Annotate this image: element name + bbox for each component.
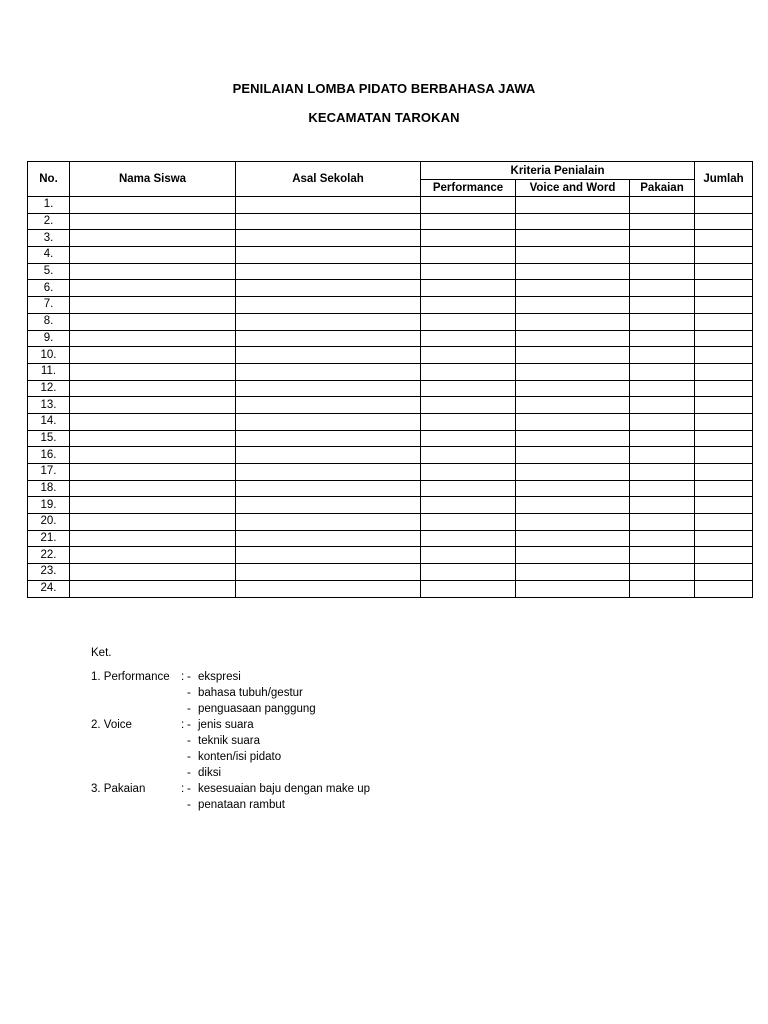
cell-performance[interactable]: [421, 363, 516, 380]
cell-asal-sekolah[interactable]: [236, 547, 421, 564]
cell-no: 22.: [28, 547, 70, 564]
cell-jumlah[interactable]: [695, 530, 753, 547]
cell-asal-sekolah[interactable]: [236, 464, 421, 481]
cell-nama-siswa[interactable]: [70, 497, 236, 514]
cell-jumlah[interactable]: [695, 380, 753, 397]
cell-pakaian[interactable]: [630, 464, 695, 481]
cell-jumlah[interactable]: [695, 430, 753, 447]
cell-voice-and-word[interactable]: [516, 263, 630, 280]
cell-nama-siswa[interactable]: [70, 580, 236, 597]
cell-pakaian[interactable]: [630, 397, 695, 414]
cell-asal-sekolah[interactable]: [236, 363, 421, 380]
legend-dash: -: [187, 687, 191, 699]
cell-jumlah[interactable]: [695, 197, 753, 214]
table-row: [28, 213, 753, 230]
cell-jumlah[interactable]: [695, 514, 753, 531]
cell-performance[interactable]: [421, 280, 516, 297]
cell-asal-sekolah[interactable]: [236, 413, 421, 430]
cell-pakaian[interactable]: [630, 230, 695, 247]
cell-performance[interactable]: [421, 347, 516, 364]
cell-performance[interactable]: [421, 247, 516, 264]
table-row: [28, 480, 753, 497]
cell-voice-and-word[interactable]: [516, 363, 630, 380]
header-performance: Performance: [421, 180, 516, 197]
cell-no: 5.: [28, 263, 70, 280]
cell-pakaian[interactable]: [630, 330, 695, 347]
table-row: [28, 397, 753, 414]
cell-no: 18.: [28, 480, 70, 497]
cell-pakaian[interactable]: [630, 347, 695, 364]
cell-jumlah[interactable]: [695, 580, 753, 597]
cell-no: 23.: [28, 564, 70, 581]
cell-nama-siswa[interactable]: [70, 230, 236, 247]
cell-asal-sekolah[interactable]: [236, 447, 421, 464]
cell-performance[interactable]: [421, 547, 516, 564]
cell-no: 15.: [28, 430, 70, 447]
cell-asal-sekolah[interactable]: [236, 530, 421, 547]
legend-text: teknik suara: [198, 735, 261, 747]
legend-colon: :: [181, 719, 185, 731]
cell-performance[interactable]: [421, 197, 516, 214]
cell-asal-sekolah[interactable]: [236, 397, 421, 414]
legend-text: penataan rambut: [198, 799, 285, 811]
cell-performance[interactable]: [421, 497, 516, 514]
cell-voice-and-word[interactable]: [516, 497, 630, 514]
table-row: [28, 514, 753, 531]
cell-performance[interactable]: [421, 464, 516, 481]
legend-text: penguasaan panggung: [198, 703, 316, 715]
table-row: [28, 330, 753, 347]
cell-voice-and-word[interactable]: [516, 447, 630, 464]
cell-jumlah[interactable]: [695, 397, 753, 414]
cell-no: 16.: [28, 447, 70, 464]
table-row: [28, 464, 753, 481]
cell-jumlah[interactable]: [695, 464, 753, 481]
cell-pakaian[interactable]: [630, 297, 695, 314]
cell-pakaian[interactable]: [630, 514, 695, 531]
cell-no: 3.: [28, 230, 70, 247]
score-table: [27, 161, 753, 598]
cell-nama-siswa[interactable]: [70, 464, 236, 481]
cell-nama-siswa[interactable]: [70, 380, 236, 397]
legend-dash: -: [187, 751, 191, 763]
cell-pakaian[interactable]: [630, 530, 695, 547]
cell-nama-siswa[interactable]: [70, 564, 236, 581]
table-row: [28, 564, 753, 581]
cell-voice-and-word[interactable]: [516, 297, 630, 314]
cell-asal-sekolah[interactable]: [236, 313, 421, 330]
cell-no: 9.: [28, 330, 70, 347]
cell-voice-and-word[interactable]: [516, 464, 630, 481]
cell-voice-and-word[interactable]: [516, 347, 630, 364]
cell-no: 1.: [28, 197, 70, 214]
cell-nama-siswa[interactable]: [70, 430, 236, 447]
cell-asal-sekolah[interactable]: [236, 230, 421, 247]
table-row: [28, 313, 753, 330]
cell-voice-and-word[interactable]: [516, 580, 630, 597]
cell-voice-and-word[interactable]: [516, 280, 630, 297]
legend-text: konten/isi pidato: [198, 751, 282, 763]
cell-voice-and-word[interactable]: [516, 197, 630, 214]
header-jumlah: Jumlah: [695, 162, 753, 197]
cell-no: 24.: [28, 580, 70, 597]
cell-no: 8.: [28, 313, 70, 330]
cell-performance[interactable]: [421, 263, 516, 280]
cell-nama-siswa[interactable]: [70, 280, 236, 297]
legend-label: 1. Performance: [91, 671, 170, 683]
cell-performance[interactable]: [421, 480, 516, 497]
cell-no: 10.: [28, 347, 70, 364]
legend-dash: -: [187, 799, 191, 811]
cell-pakaian[interactable]: [630, 497, 695, 514]
table-row: [28, 197, 753, 214]
cell-performance[interactable]: [421, 564, 516, 581]
legend-dash: -: [187, 735, 191, 747]
cell-jumlah[interactable]: [695, 330, 753, 347]
cell-voice-and-word[interactable]: [516, 413, 630, 430]
table-row: [28, 580, 753, 597]
legend-text: jenis suara: [198, 719, 254, 731]
cell-no: 21.: [28, 530, 70, 547]
cell-pakaian[interactable]: [630, 363, 695, 380]
cell-voice-and-word[interactable]: [516, 230, 630, 247]
table-row: [28, 547, 753, 564]
cell-jumlah[interactable]: [695, 447, 753, 464]
cell-voice-and-word[interactable]: [516, 480, 630, 497]
legend-text: ekspresi: [198, 671, 241, 683]
cell-pakaian[interactable]: [630, 197, 695, 214]
cell-voice-and-word[interactable]: [516, 247, 630, 264]
cell-voice-and-word[interactable]: [516, 514, 630, 531]
header-kriteria-penilaian: Kriteria Penialain: [421, 162, 695, 180]
legend-text: bahasa tubuh/gestur: [198, 687, 303, 699]
cell-no: 20.: [28, 514, 70, 531]
cell-no: 12.: [28, 380, 70, 397]
legend-text: kesesuaian baju dengan make up: [198, 783, 370, 795]
cell-voice-and-word[interactable]: [516, 530, 630, 547]
cell-performance[interactable]: [421, 430, 516, 447]
cell-performance[interactable]: [421, 413, 516, 430]
cell-nama-siswa[interactable]: [70, 197, 236, 214]
cell-voice-and-word[interactable]: [516, 547, 630, 564]
legend-colon: :: [181, 783, 185, 795]
cell-pakaian[interactable]: [630, 247, 695, 264]
legend-dash: -: [187, 783, 191, 795]
cell-performance[interactable]: [421, 213, 516, 230]
cell-voice-and-word[interactable]: [516, 564, 630, 581]
cell-asal-sekolah[interactable]: [236, 347, 421, 364]
cell-performance[interactable]: [421, 514, 516, 531]
cell-performance[interactable]: [421, 530, 516, 547]
cell-asal-sekolah[interactable]: [236, 430, 421, 447]
cell-performance[interactable]: [421, 297, 516, 314]
cell-performance[interactable]: [421, 380, 516, 397]
legend-colon: :: [181, 671, 185, 683]
cell-asal-sekolah[interactable]: [236, 280, 421, 297]
table-row: [28, 413, 753, 430]
cell-pakaian[interactable]: [630, 564, 695, 581]
table-row: [28, 247, 753, 264]
cell-pakaian[interactable]: [630, 263, 695, 280]
cell-asal-sekolah[interactable]: [236, 263, 421, 280]
table-row: [28, 447, 753, 464]
cell-nama-siswa[interactable]: [70, 213, 236, 230]
cell-jumlah[interactable]: [695, 313, 753, 330]
cell-voice-and-word[interactable]: [516, 313, 630, 330]
cell-asal-sekolah[interactable]: [236, 514, 421, 531]
cell-no: 4.: [28, 247, 70, 264]
cell-asal-sekolah[interactable]: [236, 297, 421, 314]
cell-no: 14.: [28, 413, 70, 430]
page-title: PENILAIAN LOMBA PIDATO BERBAHASA JAWA: [232, 81, 536, 96]
cell-voice-and-word[interactable]: [516, 397, 630, 414]
legend-text: diksi: [198, 767, 222, 779]
cell-jumlah[interactable]: [695, 413, 753, 430]
table-row: [28, 380, 753, 397]
cell-no: 6.: [28, 280, 70, 297]
page-subtitle: KECAMATAN TAROKAN: [308, 110, 460, 125]
legend-label: 3. Pakaian: [91, 783, 146, 795]
cell-no: 11.: [28, 363, 70, 380]
cell-nama-siswa[interactable]: [70, 347, 236, 364]
cell-pakaian[interactable]: [630, 280, 695, 297]
cell-voice-and-word[interactable]: [516, 430, 630, 447]
table-row: [28, 347, 753, 364]
legend-dash: -: [187, 703, 191, 715]
header-voice-and-word: Voice and Word: [516, 180, 630, 197]
cell-asal-sekolah[interactable]: [236, 197, 421, 214]
cell-jumlah[interactable]: [695, 480, 753, 497]
cell-no: 19.: [28, 497, 70, 514]
cell-nama-siswa[interactable]: [70, 397, 236, 414]
table-row: [28, 497, 753, 514]
cell-jumlah[interactable]: [695, 363, 753, 380]
cell-nama-siswa[interactable]: [70, 363, 236, 380]
cell-nama-siswa[interactable]: [70, 330, 236, 347]
cell-voice-and-word[interactable]: [516, 213, 630, 230]
table-row: [28, 430, 753, 447]
cell-jumlah[interactable]: [695, 297, 753, 314]
cell-performance[interactable]: [421, 447, 516, 464]
cell-nama-siswa[interactable]: [70, 514, 236, 531]
table-row: [28, 297, 753, 314]
cell-jumlah[interactable]: [695, 347, 753, 364]
cell-asal-sekolah[interactable]: [236, 213, 421, 230]
cell-performance[interactable]: [421, 580, 516, 597]
cell-jumlah[interactable]: [695, 497, 753, 514]
cell-nama-siswa[interactable]: [70, 480, 236, 497]
cell-pakaian[interactable]: [630, 213, 695, 230]
table-row: [28, 530, 753, 547]
cell-jumlah[interactable]: [695, 564, 753, 581]
legend-dash: -: [187, 719, 191, 731]
cell-asal-sekolah[interactable]: [236, 247, 421, 264]
cell-jumlah[interactable]: [695, 280, 753, 297]
cell-pakaian[interactable]: [630, 447, 695, 464]
cell-nama-siswa[interactable]: [70, 263, 236, 280]
cell-jumlah[interactable]: [695, 247, 753, 264]
table-row: [28, 230, 753, 247]
cell-nama-siswa[interactable]: [70, 413, 236, 430]
table-row: [28, 280, 753, 297]
score-table-body: [28, 197, 753, 598]
cell-asal-sekolah[interactable]: [236, 580, 421, 597]
cell-voice-and-word[interactable]: [516, 330, 630, 347]
cell-nama-siswa[interactable]: [70, 297, 236, 314]
cell-asal-sekolah[interactable]: [236, 480, 421, 497]
cell-pakaian[interactable]: [630, 547, 695, 564]
cell-pakaian[interactable]: [630, 380, 695, 397]
cell-jumlah[interactable]: [695, 230, 753, 247]
cell-nama-siswa[interactable]: [70, 313, 236, 330]
cell-jumlah[interactable]: [695, 547, 753, 564]
legend-dash: -: [187, 767, 191, 779]
cell-no: 13.: [28, 397, 70, 414]
legend-label: 2. Voice: [91, 719, 132, 731]
header-pakaian: Pakaian: [630, 180, 695, 197]
cell-performance[interactable]: [421, 230, 516, 247]
legend-dash: -: [187, 671, 191, 683]
cell-pakaian[interactable]: [630, 413, 695, 430]
cell-no: 2.: [28, 213, 70, 230]
cell-pakaian[interactable]: [630, 480, 695, 497]
cell-pakaian[interactable]: [630, 430, 695, 447]
cell-asal-sekolah[interactable]: [236, 380, 421, 397]
cell-no: 17.: [28, 464, 70, 481]
header-no: No.: [28, 162, 70, 197]
cell-nama-siswa[interactable]: [70, 247, 236, 264]
header-asal-sekolah: Asal Sekolah: [236, 162, 421, 197]
cell-asal-sekolah[interactable]: [236, 330, 421, 347]
cell-asal-sekolah[interactable]: [236, 564, 421, 581]
cell-pakaian[interactable]: [630, 313, 695, 330]
cell-no: 7.: [28, 297, 70, 314]
cell-performance[interactable]: [421, 313, 516, 330]
table-row: [28, 363, 753, 380]
table-row: [28, 263, 753, 280]
cell-performance[interactable]: [421, 330, 516, 347]
cell-nama-siswa[interactable]: [70, 530, 236, 547]
cell-jumlah[interactable]: [695, 263, 753, 280]
cell-voice-and-word[interactable]: [516, 380, 630, 397]
cell-nama-siswa[interactable]: [70, 547, 236, 564]
cell-pakaian[interactable]: [630, 580, 695, 597]
cell-asal-sekolah[interactable]: [236, 497, 421, 514]
cell-performance[interactable]: [421, 397, 516, 414]
header-nama-siswa: Nama Siswa: [70, 162, 236, 197]
cell-nama-siswa[interactable]: [70, 447, 236, 464]
cell-jumlah[interactable]: [695, 213, 753, 230]
